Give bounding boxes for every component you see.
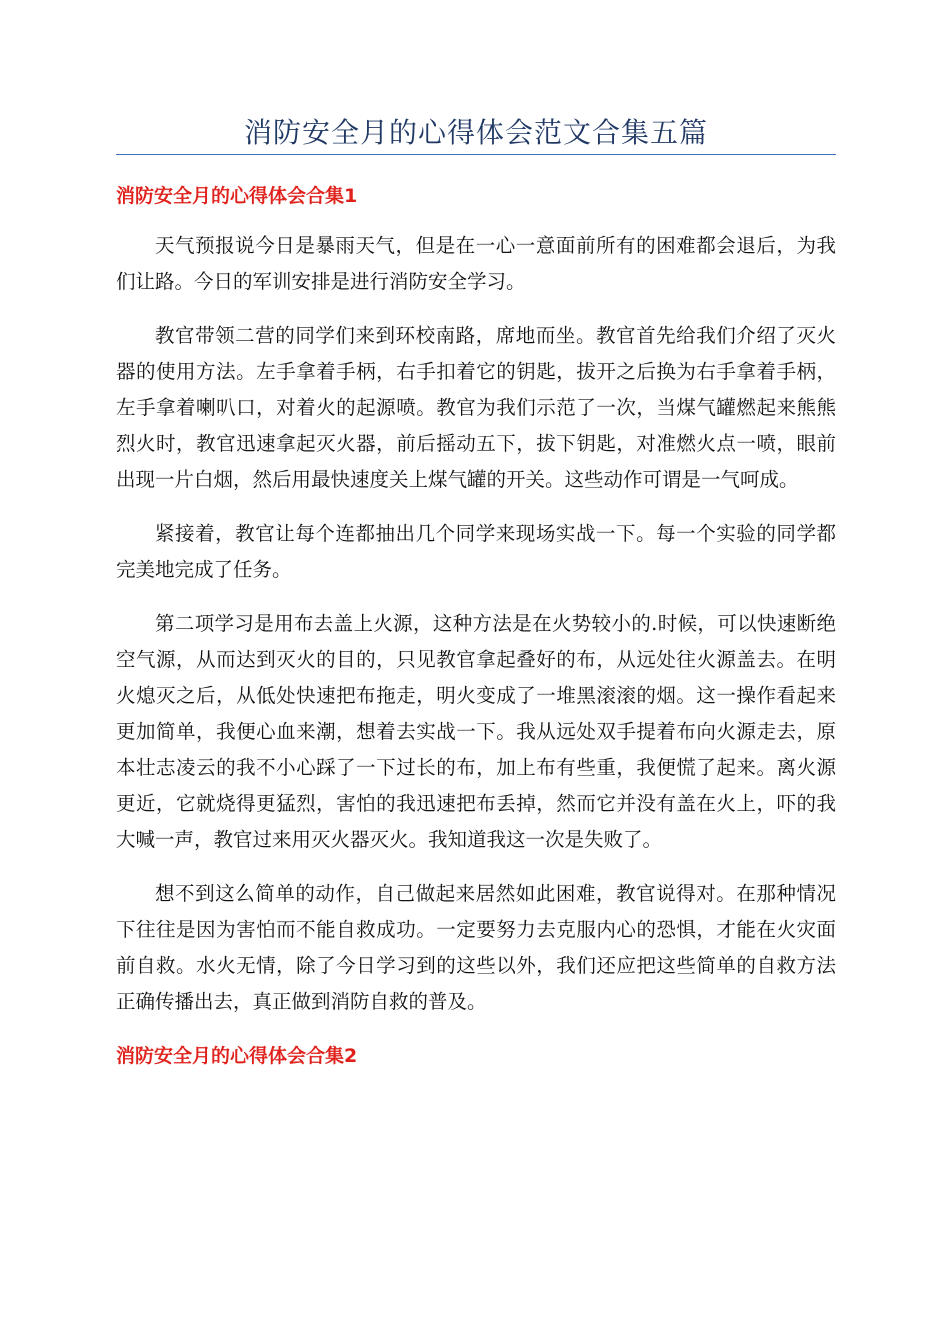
paragraph: 想不到这么简单的动作，自己做起来居然如此困难，教官说得对。在那种情况下往往是因为害怕而不能自救成功。一定要努力去克服内心的恐惧，才能在火灾面前自救。水火无情，除了今日学习到的这些以外，我们还应把这些简单的自救方法正确传播出去，真正做到消防自救的普及。 — [116, 882, 836, 1013]
paragraph: 教官带领二营的同学们来到环校南路，席地而坐。教官首先给我们介绍了灭火器的使用方法。左手拿着手柄，右手扣着它的钥匙，拔开之后换为右手拿着手柄，左手拿着喇叭口，对着火的起源喷。教官为我们示范了一次，当煤气罐燃起来熊熊烈火时，教官迅速拿起灭火器，前后摇动五下，拔下钥匙，对准燃火点一喷，眼前出现一片白烟，然后用最快速度关上煤气罐的开关。这些动作可谓是一气呵成。 — [116, 324, 836, 491]
section-heading-1: 消防安全月的心得体会合集1 — [116, 185, 358, 207]
paragraph: 第二项学习是用布去盖上火源，这种方法是在火势较小的.时候，可以快速断绝空气源，从而达到灭火的目的，只见教官拿起叠好的布，从远处往火源盖去。在明火熄灭之后，从低处快速把布拖走，明火变成了一堆黑滚滚的烟。这一操作看起来更加简单，我便心血来潮，想着去实战一下。我从远处双手提着布向火源走去，原本壮志凌云的我不小心踩了一下过长的布，加上布有些重，我便慌了起来。离火源更近，它就烧得更猛烈，害怕的我迅速把布丢掉，然而它并没有盖在火上，吓的我大喊一声，教官过来用灭火器灭火。我知道我这一次是失败了。 — [116, 612, 836, 851]
title-underline — [116, 154, 836, 155]
paragraph: 天气预报说今日是暴雨天气，但是在一心一意面前所有的困难都会退后，为我们让路。今日的军训安排是进行消防安全学习。 — [116, 234, 836, 293]
document-title: 消防安全月的心得体会范文合集五篇 — [243, 116, 708, 149]
paragraph: 紧接着，教官让每个连都抽出几个同学来现场实战一下。每一个实验的同学都完美地完成了任务。 — [116, 522, 836, 581]
section-heading-2: 消防安全月的心得体会合集2 — [116, 1045, 358, 1067]
document-page — [116, 0, 836, 1070]
